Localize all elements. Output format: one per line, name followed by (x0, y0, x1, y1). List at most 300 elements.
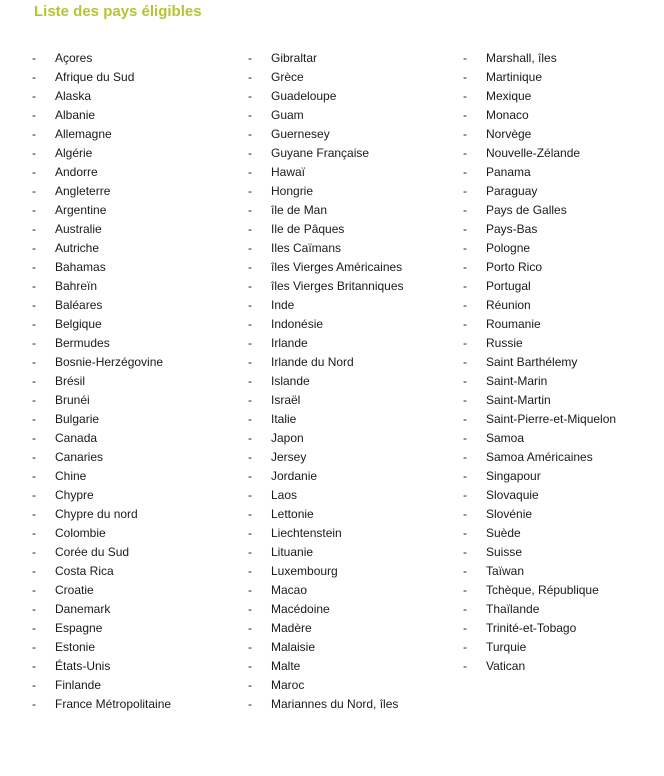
country-name: Irlande (271, 336, 308, 350)
country-name: Pays de Galles (486, 203, 567, 217)
country-name: Mexique (486, 89, 532, 103)
country-name: Brunéi (55, 393, 90, 407)
bullet-dash: - (32, 621, 36, 635)
list-item (248, 505, 404, 524)
country-name: Russie (486, 336, 523, 350)
country-column-3 (463, 49, 616, 676)
list-item (463, 163, 616, 182)
country-name: Albanie (55, 108, 96, 122)
bullet-dash: - (32, 203, 36, 217)
country-name: Corée du Sud (55, 545, 130, 559)
country-name: Croatie (55, 583, 94, 597)
bullet-dash: - (248, 317, 252, 331)
bullet-dash: - (32, 659, 36, 673)
list-item (32, 657, 171, 676)
bullet-dash: - (32, 146, 36, 160)
list-item (463, 505, 616, 524)
country-name: Saint-Marin (486, 374, 548, 388)
list-item (248, 562, 404, 581)
bullet-dash: - (463, 203, 467, 217)
list-item (248, 239, 404, 258)
bullet-dash: - (248, 165, 252, 179)
list-item (32, 163, 171, 182)
list-item (463, 581, 616, 600)
list-item (32, 144, 171, 163)
list-item (463, 258, 616, 277)
bullet-dash: - (248, 127, 252, 141)
list-item (248, 220, 404, 239)
bullet-dash: - (248, 469, 252, 483)
country-name: Trinité-et-Tobago (486, 621, 577, 635)
list-item (248, 334, 404, 353)
bullet-dash: - (32, 241, 36, 255)
list-item (248, 695, 404, 714)
bullet-dash: - (463, 279, 467, 293)
country-name: Estonie (55, 640, 96, 654)
country-name: Chypre du nord (55, 507, 138, 521)
list-item (248, 429, 404, 448)
bullet-dash: - (248, 564, 252, 578)
list-item (463, 68, 616, 87)
list-item (32, 467, 171, 486)
bullet-dash: - (32, 184, 36, 198)
bullet-dash: - (463, 659, 467, 673)
list-item (248, 638, 404, 657)
bullet-dash: - (463, 431, 467, 445)
list-item (463, 296, 616, 315)
list-item (32, 581, 171, 600)
country-name: Porto Rico (486, 260, 543, 274)
country-name: Guyane Française (271, 146, 370, 160)
list-item (248, 391, 404, 410)
bullet-dash: - (248, 241, 252, 255)
bullet-dash: - (32, 70, 36, 84)
list-item (248, 372, 404, 391)
list-item (248, 258, 404, 277)
list-item (463, 49, 616, 68)
list-item (32, 277, 171, 296)
country-name: Canada (55, 431, 98, 445)
bullet-dash: - (32, 393, 36, 407)
bullet-dash: - (248, 51, 252, 65)
bullet-dash: - (248, 450, 252, 464)
bullet-dash: - (463, 545, 467, 559)
bullet-dash: - (32, 279, 36, 293)
country-name: Japon (271, 431, 304, 445)
country-name: Roumanie (486, 317, 541, 331)
list-item (32, 543, 171, 562)
list-item (248, 144, 404, 163)
bullet-dash: - (463, 165, 467, 179)
bullet-dash: - (32, 298, 36, 312)
country-name: Guernesey (271, 127, 330, 141)
bullet-dash: - (463, 507, 467, 521)
list-item (248, 49, 404, 68)
list-item (32, 125, 171, 144)
bullet-dash: - (32, 374, 36, 388)
bullet-dash: - (248, 583, 252, 597)
bullet-dash: - (248, 70, 252, 84)
list-item (463, 353, 616, 372)
country-name: Costa Rica (55, 564, 114, 578)
country-name: Vatican (486, 659, 526, 673)
list-item (32, 638, 171, 657)
list-item (32, 334, 171, 353)
list-item (463, 657, 616, 676)
country-name: Luxembourg (271, 564, 338, 578)
country-name: Singapour (486, 469, 541, 483)
country-name: Monaco (486, 108, 529, 122)
bullet-dash: - (463, 602, 467, 616)
list-item (32, 49, 171, 68)
list-item (32, 182, 171, 201)
country-name: Italie (271, 412, 297, 426)
country-name: Réunion (486, 298, 531, 312)
country-name: Inde (271, 298, 295, 312)
bullet-dash: - (463, 488, 467, 502)
country-name: Algérie (55, 146, 93, 160)
bullet-dash: - (32, 127, 36, 141)
bullet-dash: - (32, 431, 36, 445)
bullet-dash: - (463, 51, 467, 65)
bullet-dash: - (463, 260, 467, 274)
bullet-dash: - (248, 336, 252, 350)
bullet-dash: - (248, 621, 252, 635)
bullet-dash: - (248, 108, 252, 122)
list-item (32, 676, 171, 695)
list-item (248, 353, 404, 372)
country-name: Saint-Martin (486, 393, 551, 407)
country-name: Hongrie (271, 184, 314, 198)
country-name: Malte (271, 659, 301, 673)
country-name: Guadeloupe (271, 89, 337, 103)
country-name: Danemark (55, 602, 111, 616)
bullet-dash: - (463, 108, 467, 122)
bullet-dash: - (248, 298, 252, 312)
list-item (463, 391, 616, 410)
list-item (463, 87, 616, 106)
list-item (463, 106, 616, 125)
country-name: Slovaquie (486, 488, 539, 502)
page-title: Liste des pays éligibles (34, 3, 202, 20)
bullet-dash: - (248, 222, 252, 236)
country-name: Norvège (486, 127, 532, 141)
bullet-dash: - (32, 165, 36, 179)
bullet-dash: - (248, 678, 252, 692)
country-name: Bermudes (55, 336, 110, 350)
country-name: Canaries (55, 450, 104, 464)
bullet-dash: - (248, 146, 252, 160)
list-item (463, 486, 616, 505)
bullet-dash: - (32, 450, 36, 464)
list-item (248, 163, 404, 182)
list-item (32, 429, 171, 448)
country-name: Pays-Bas (486, 222, 538, 236)
list-item (463, 448, 616, 467)
list-item (248, 201, 404, 220)
country-name: Portugal (486, 279, 531, 293)
country-name: îles Vierges Américaines (271, 260, 403, 274)
country-name: Martinique (486, 70, 543, 84)
list-item (248, 581, 404, 600)
country-name: Espagne (55, 621, 103, 635)
list-item (463, 638, 616, 657)
list-item (248, 543, 404, 562)
list-item (463, 315, 616, 334)
country-name: Gibraltar (271, 51, 318, 65)
country-name: Australie (55, 222, 102, 236)
list-item (248, 315, 404, 334)
list-item (32, 600, 171, 619)
country-name: Ile de Pâques (271, 222, 345, 236)
bullet-dash: - (32, 317, 36, 331)
list-item (248, 676, 404, 695)
bullet-dash: - (32, 697, 36, 711)
country-column-1 (32, 49, 171, 714)
bullet-dash: - (463, 450, 467, 464)
list-item (248, 182, 404, 201)
country-name: Taïwan (486, 564, 525, 578)
list-item (32, 619, 171, 638)
bullet-dash: - (248, 488, 252, 502)
list-item (32, 524, 171, 543)
country-name: Chine (55, 469, 87, 483)
list-item (248, 125, 404, 144)
country-name: États-Unis (55, 659, 111, 673)
country-name: Saint Barthélemy (486, 355, 578, 369)
list-item (32, 562, 171, 581)
country-name: Macao (271, 583, 308, 597)
country-name: Islande (271, 374, 310, 388)
list-item (248, 657, 404, 676)
country-name: Marshall, îles (486, 51, 557, 65)
country-name: Panama (486, 165, 531, 179)
list-item (463, 467, 616, 486)
list-item (463, 144, 616, 163)
bullet-dash: - (248, 526, 252, 540)
bullet-dash: - (32, 640, 36, 654)
bullet-dash: - (32, 678, 36, 692)
country-name: Lituanie (271, 545, 314, 559)
country-name: Indonésie (271, 317, 324, 331)
list-item (463, 600, 616, 619)
country-name: Baléares (55, 298, 103, 312)
bullet-dash: - (32, 412, 36, 426)
list-item (463, 182, 616, 201)
bullet-dash: - (463, 621, 467, 635)
bullet-dash: - (463, 526, 467, 540)
list-item (32, 695, 171, 714)
country-name: Brésil (55, 374, 86, 388)
list-item (248, 467, 404, 486)
country-name: Bahamas (55, 260, 106, 274)
bullet-dash: - (463, 393, 467, 407)
bullet-dash: - (248, 393, 252, 407)
list-item (463, 372, 616, 391)
bullet-dash: - (463, 564, 467, 578)
country-name: Turquie (486, 640, 527, 654)
country-name: France Métropolitaine (55, 697, 172, 711)
list-item (463, 429, 616, 448)
list-item (32, 296, 171, 315)
country-name: Liechtenstein (271, 526, 342, 540)
list-item (463, 543, 616, 562)
bullet-dash: - (32, 507, 36, 521)
list-item (32, 106, 171, 125)
country-name: Belgique (55, 317, 102, 331)
country-name: îles Vierges Britanniques (271, 279, 404, 293)
country-name: Guam (271, 108, 304, 122)
country-name: Iles Caïmans (271, 241, 342, 255)
bullet-dash: - (463, 469, 467, 483)
list-item (32, 372, 171, 391)
bullet-dash: - (32, 355, 36, 369)
bullet-dash: - (463, 640, 467, 654)
bullet-dash: - (32, 488, 36, 502)
list-item (32, 486, 171, 505)
country-name: Pologne (486, 241, 531, 255)
list-item (463, 619, 616, 638)
country-name: Tchèque, République (486, 583, 599, 597)
bullet-dash: - (248, 355, 252, 369)
list-item (463, 239, 616, 258)
list-item (32, 258, 171, 277)
bullet-dash: - (463, 374, 467, 388)
country-name: Argentine (55, 203, 107, 217)
bullet-dash: - (463, 222, 467, 236)
list-item (32, 353, 171, 372)
bullet-dash: - (463, 298, 467, 312)
bullet-dash: - (463, 241, 467, 255)
bullet-dash: - (32, 108, 36, 122)
country-name: Finlande (55, 678, 102, 692)
bullet-dash: - (248, 279, 252, 293)
country-name: Maroc (271, 678, 305, 692)
country-name: Irlande du Nord (271, 355, 354, 369)
list-item (463, 334, 616, 353)
bullet-dash: - (248, 260, 252, 274)
bullet-dash: - (248, 602, 252, 616)
bullet-dash: - (32, 51, 36, 65)
country-name: Malaisie (271, 640, 316, 654)
list-item (248, 486, 404, 505)
country-name: Slovénie (486, 507, 533, 521)
country-name: Bosnie-Herzégovine (55, 355, 164, 369)
list-item (248, 296, 404, 315)
bullet-dash: - (32, 583, 36, 597)
bullet-dash: - (463, 146, 467, 160)
bullet-dash: - (463, 70, 467, 84)
country-name: Angleterre (55, 184, 111, 198)
country-name: Allemagne (55, 127, 112, 141)
country-name: Nouvelle-Zélande (486, 146, 581, 160)
bullet-dash: - (248, 697, 252, 711)
list-item (248, 600, 404, 619)
bullet-dash: - (32, 545, 36, 559)
country-name: Suède (486, 526, 521, 540)
country-name: Açores (55, 51, 93, 65)
bullet-dash: - (463, 355, 467, 369)
bullet-dash: - (248, 89, 252, 103)
list-item (463, 125, 616, 144)
list-item (248, 619, 404, 638)
list-item (32, 448, 171, 467)
list-item (32, 315, 171, 334)
list-item (32, 505, 171, 524)
country-name: Laos (271, 488, 298, 502)
list-item (463, 410, 616, 429)
bullet-dash: - (248, 659, 252, 673)
country-name: Bahreïn (55, 279, 98, 293)
country-name: Grèce (271, 70, 304, 84)
country-name: Alaska (55, 89, 92, 103)
country-column-2 (248, 49, 404, 714)
country-name: Mariannes du Nord, îles (271, 697, 399, 711)
list-item (32, 220, 171, 239)
list-item (463, 277, 616, 296)
bullet-dash: - (248, 184, 252, 198)
country-name: Colombie (55, 526, 106, 540)
bullet-dash: - (32, 526, 36, 540)
country-name: Samoa (486, 431, 525, 445)
list-item (32, 87, 171, 106)
bullet-dash: - (248, 640, 252, 654)
country-name: Paraguay (486, 184, 538, 198)
bullet-dash: - (463, 89, 467, 103)
country-name: Israël (271, 393, 301, 407)
country-name: Bulgarie (55, 412, 100, 426)
bullet-dash: - (463, 412, 467, 426)
list-item (248, 524, 404, 543)
country-name: Andorre (55, 165, 98, 179)
bullet-dash: - (32, 89, 36, 103)
list-item (463, 201, 616, 220)
list-item (248, 448, 404, 467)
bullet-dash: - (463, 127, 467, 141)
country-name: Macédoine (271, 602, 330, 616)
bullet-dash: - (463, 317, 467, 331)
country-name: Suisse (486, 545, 523, 559)
bullet-dash: - (248, 203, 252, 217)
list-item (463, 524, 616, 543)
list-item (32, 391, 171, 410)
bullet-dash: - (32, 260, 36, 274)
list-item (248, 277, 404, 296)
bullet-dash: - (463, 184, 467, 198)
country-name: Chypre (55, 488, 94, 502)
bullet-dash: - (32, 564, 36, 578)
bullet-dash: - (463, 336, 467, 350)
list-item (32, 201, 171, 220)
list-item (32, 239, 171, 258)
list-item (463, 220, 616, 239)
country-name: Madère (271, 621, 312, 635)
country-name: Lettonie (271, 507, 314, 521)
bullet-dash: - (463, 583, 467, 597)
bullet-dash: - (32, 222, 36, 236)
country-name: Jordanie (271, 469, 318, 483)
list-item (248, 106, 404, 125)
list-item (248, 68, 404, 87)
country-name: Jersey (271, 450, 307, 464)
bullet-dash: - (32, 469, 36, 483)
country-name: Samoa Américaines (486, 450, 593, 464)
bullet-dash: - (32, 602, 36, 616)
list-item (32, 68, 171, 87)
list-item (248, 410, 404, 429)
country-name: île de Man (271, 203, 328, 217)
bullet-dash: - (32, 336, 36, 350)
